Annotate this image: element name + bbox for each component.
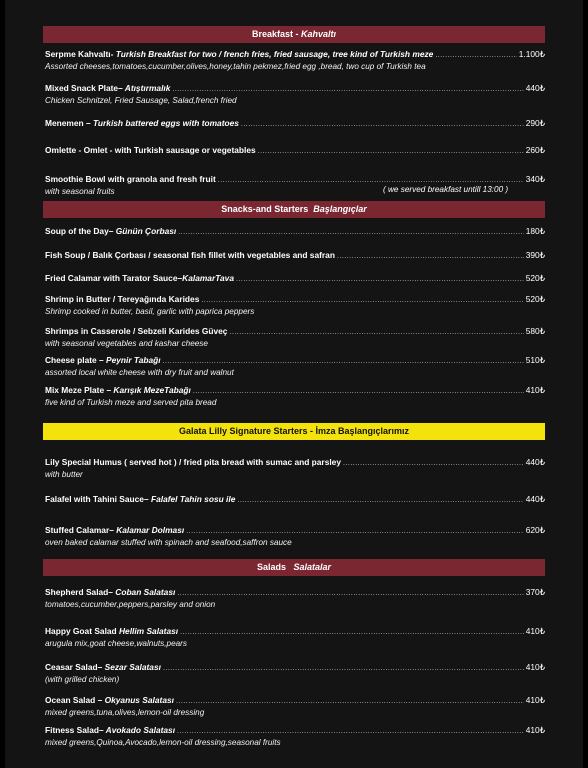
item-desc: with butter xyxy=(45,470,83,479)
item-price: 260₺ xyxy=(525,145,545,155)
item-name: Menemen xyxy=(45,118,84,128)
item-name-italic: – Atıştırmalık xyxy=(118,83,171,93)
item-name: Shrimp in Butter / Tereyağında Karides xyxy=(45,294,200,304)
item-desc: Chicken Schnitzel, Fried Sausage, Salad,french fried xyxy=(45,96,237,105)
item-name: Fitness Salad xyxy=(45,725,99,735)
item-name: Soup of the Day xyxy=(45,226,109,236)
menu-item-fitness xyxy=(45,725,545,748)
menu-item-shepherd xyxy=(45,587,545,610)
item-name: Fried Calamar with Tarator Sauce xyxy=(45,273,178,283)
item-name-italic: – Okyanus Salatası xyxy=(95,695,174,705)
section-header-signature xyxy=(43,423,545,440)
item-name-italic: – Turkish battered eggs with tomatoes xyxy=(83,118,239,128)
item-name: Smoothie Bowl with granola and fresh fruit xyxy=(45,174,216,184)
item-price: 410₺ xyxy=(525,385,545,395)
menu-item-goat xyxy=(45,626,545,649)
item-price: 370₺ xyxy=(525,587,545,597)
section-subtitle: Salatalar xyxy=(293,562,332,572)
item-name: Falafel with Tahini Sauce xyxy=(45,494,144,504)
section-title: Galata Lilly Signature Starters - İmza Başlangıçlarımız xyxy=(178,426,410,436)
menu-item-meze xyxy=(45,385,545,408)
item-name: Serpme Kahvaltı- xyxy=(45,49,114,59)
item-desc: tomatoes,cucumber,peppers,parsley and onion xyxy=(45,600,216,609)
item-price: 180₺ xyxy=(525,226,545,236)
section-header-salads xyxy=(43,559,545,576)
item-name: Mix Meze Plate xyxy=(45,385,105,395)
item-desc: five kind of Turkish meze and served pita bread xyxy=(45,398,217,407)
item-name-italic: – Coban Salatası xyxy=(108,587,176,597)
item-desc: with seasonal vegetables and kashar cheese xyxy=(45,339,208,348)
item-price: 410₺ xyxy=(525,725,545,735)
item-name: Stuffed Calamar xyxy=(45,525,110,535)
menu-item-ceasar xyxy=(45,662,545,685)
item-price: 340₺ xyxy=(525,174,545,184)
item-price: 520₺ xyxy=(525,273,545,283)
item-name-italic: – Günün Çorbası xyxy=(108,226,177,236)
menu-item-ocean xyxy=(45,695,545,718)
menu-item-menemen xyxy=(45,118,545,130)
item-name: Cheese plate xyxy=(45,355,97,365)
item-name: Ocean Salad xyxy=(45,695,96,705)
item-price: 580₺ xyxy=(525,326,545,336)
menu-item-humus xyxy=(45,457,545,480)
section-header-breakfast xyxy=(43,26,545,43)
item-name-italic: Hellim Salatası xyxy=(116,626,179,636)
menu-item-shrimp-butter xyxy=(45,294,545,317)
item-name-italic: – Sezar Salatası xyxy=(97,662,161,672)
item-desc: Shrimp cooked in butter, basil, garlic with paprica peppers xyxy=(45,307,255,316)
item-name-italic: – Peynir Tabağı xyxy=(96,355,161,365)
section-title: Snacks-and Starters xyxy=(221,204,309,214)
item-price: 410₺ xyxy=(525,695,545,705)
item-price: 440₺ xyxy=(525,494,545,504)
item-price: 390₺ xyxy=(525,250,545,260)
item-desc: mixed greens,tuna,olives,lemon-oil dressing xyxy=(45,708,205,717)
menu-item-shrimp-casserole xyxy=(45,326,545,349)
item-price: 620₺ xyxy=(525,525,545,535)
menu-item-stuffed-calamar xyxy=(45,525,545,548)
menu-item-mixed-snack xyxy=(45,83,545,106)
item-desc: (with grilled chicken) xyxy=(45,675,120,684)
item-name: Lily Special Humus ( served hot ) / fried pita bread with sumac and parsley xyxy=(45,457,341,467)
right-border xyxy=(583,0,588,768)
breakfast-hours-note: ( we served breakfast untill 13:00 ) xyxy=(383,185,509,194)
menu-item-falafel xyxy=(45,494,545,506)
item-desc: Assorted cheeses,tomatoes,cucumber,olives,honey,tahin pekmez,fried egg ,bread, two cup of Turkish tea xyxy=(45,62,426,71)
item-name-italic: – Avokado Salatası xyxy=(99,725,176,735)
item-desc: with seasonal fruits xyxy=(45,187,115,196)
item-name-italic: – Falafel Tahin sosu ile xyxy=(143,494,236,504)
menu-item-cheese xyxy=(45,355,545,378)
item-name: Shrimps in Casserole / Sebzeli Karides Güveç xyxy=(45,326,228,336)
item-name: Mixed Snack Plate xyxy=(45,83,119,93)
menu-item-fish-soup xyxy=(45,250,545,262)
section-subtitle: Başlangıçlar xyxy=(313,204,367,214)
section-header-snacks xyxy=(43,201,545,218)
item-price: 290₺ xyxy=(525,118,545,128)
section-title: Breakfast - xyxy=(251,29,299,39)
item-price: 440₺ xyxy=(525,457,545,467)
item-name: Shepherd Salad xyxy=(45,587,109,597)
item-name: Fish Soup / Balık Çorbası / seasonal fish fillet with vegetables and safran xyxy=(45,250,335,260)
item-name: Omlette - Omlet - with Turkish sausage or vegetables xyxy=(45,145,256,155)
menu-item-serpme xyxy=(45,49,545,72)
item-price: 520₺ xyxy=(525,294,545,304)
item-price: 410₺ xyxy=(525,626,545,636)
item-desc: assorted local white cheese with dry fruit and walnut xyxy=(45,368,234,377)
section-title: Salads xyxy=(256,562,286,572)
left-border xyxy=(0,0,5,768)
item-desc: oven baked calamar stuffed with spinach and seafood,saffron sauce xyxy=(45,538,292,547)
item-price: 440₺ xyxy=(525,83,545,93)
item-price: 410₺ xyxy=(525,662,545,672)
item-name-italic: Turkish Breakfast for two / french fries, fried sausage, tree kind of Turkish meze xyxy=(113,49,434,59)
section-subtitle: Kahvaltı xyxy=(301,29,337,39)
menu-item-omlette xyxy=(45,145,545,157)
item-price: 510₺ xyxy=(525,355,545,365)
item-name: Ceasar Salad xyxy=(45,662,98,672)
item-desc: mixed greens,Quinoa,Avocado,lemon-oil dressing,seasonal fruits xyxy=(45,738,281,747)
item-name-italic: – Kalamar Dolması xyxy=(109,525,185,535)
item-price: 1.100₺ xyxy=(518,49,545,59)
item-name-italic: –KalamarTava xyxy=(177,273,234,283)
menu-item-soup xyxy=(45,226,545,238)
item-name-italic: – Karışık MezeTabağı xyxy=(104,385,191,395)
item-desc: arugula mix,goat cheese,walnuts,pears xyxy=(45,639,187,648)
item-name: Happy Goat Salad xyxy=(45,626,117,636)
menu-item-calamar xyxy=(45,273,545,285)
